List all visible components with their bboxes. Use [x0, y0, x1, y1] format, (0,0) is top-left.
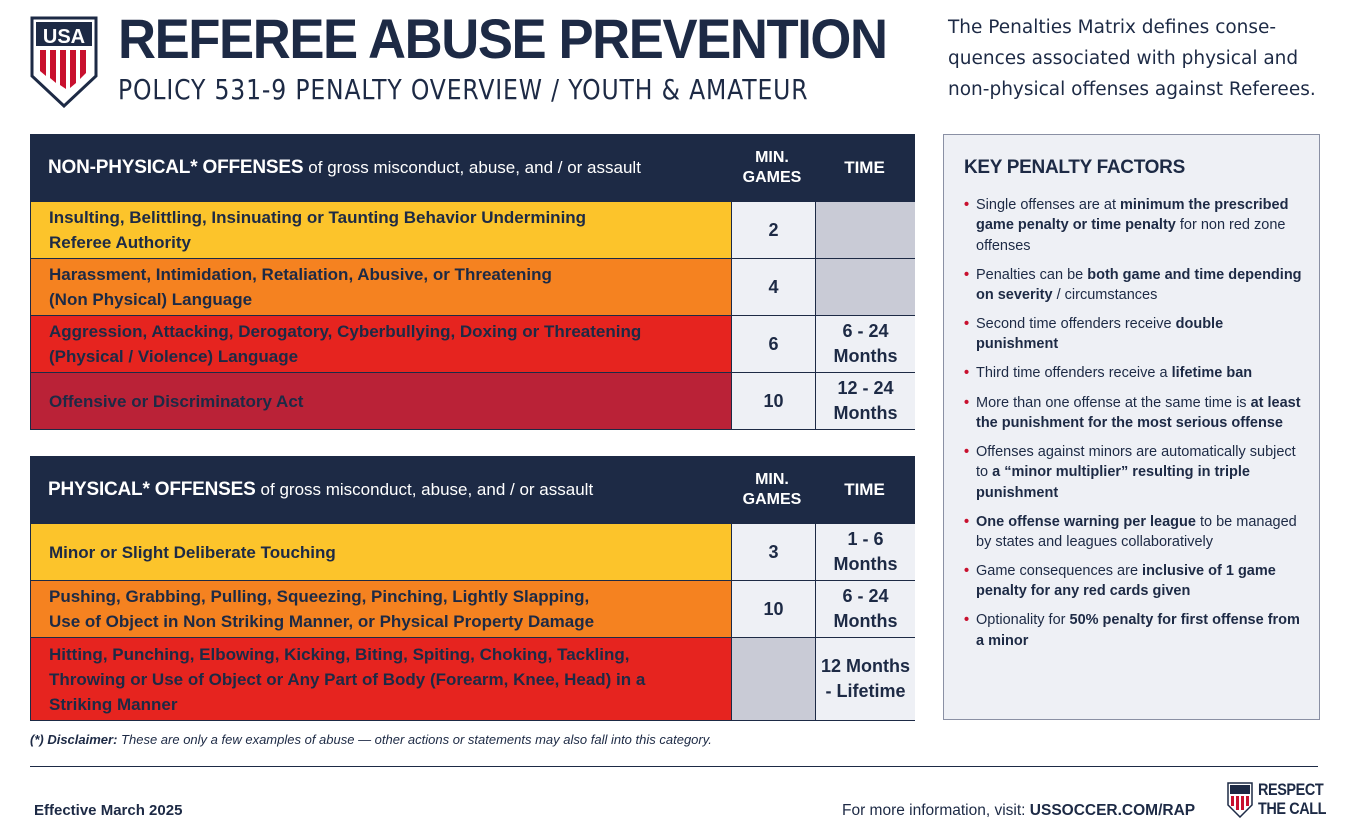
time-cell: 12 - 24 Months: [815, 373, 915, 429]
time-cell: [815, 202, 915, 258]
list-item: [964, 442, 1305, 503]
us-soccer-small-crest-icon: [1227, 782, 1253, 818]
table-header: [30, 456, 915, 524]
offense-label: Insulting, Belittling, Insinuating or Taunting Behavior Undermining Referee Authority: [31, 202, 731, 258]
bullet-icon: •: [964, 513, 970, 530]
offense-label: Hitting, Punching, Elbowing, Kicking, Biting, Spiting, Choking, Tackling, Throwing or Use of Object or Any Part of Body (Forearm, Knee, Head) in a Striking Manner: [31, 638, 731, 720]
table-row: [30, 524, 915, 581]
list-item: [964, 393, 1305, 434]
table-row: [30, 638, 915, 721]
factor-text: to be managed by states and leagues collaboratively: [976, 513, 1297, 550]
table-title: [48, 134, 641, 202]
min-games-cell: 3: [731, 524, 815, 580]
non-physical-offenses-table: [30, 134, 915, 430]
offense-label: Aggression, Attacking, Derogatory, Cyberbullying, Doxing or Threatening (Physical / Violence) Language: [31, 316, 731, 372]
min-games-cell: 2: [731, 202, 815, 258]
table-title: [48, 456, 593, 524]
offense-label: Pushing, Grabbing, Pulling, Squeezing, Pinching, Lightly Slapping, Use of Object in Non Striking Manner, or Physical Property Damage: [31, 581, 731, 637]
table-row: [30, 373, 915, 430]
disclaimer-text: These are only a few examples of abuse — other actions or statements may also fall into this category.: [121, 732, 712, 747]
disclaimer-label: (*) Disclaimer:: [30, 732, 118, 747]
key-factors-list: [964, 195, 1305, 651]
bullet-icon: •: [964, 197, 970, 213]
list-item: [964, 561, 1305, 602]
bullet-icon: •: [964, 563, 970, 580]
factor-text: Third time offenders receive a: [976, 365, 1172, 382]
divider: [30, 766, 1318, 767]
min-games-cell: 4: [731, 259, 815, 315]
time-cell: 6 - 24 Months: [815, 316, 915, 372]
factor-emphasis: double punishment: [976, 316, 1224, 353]
factor-emphasis: both game and time depending on severity: [976, 266, 1302, 303]
page-title: REFEREE ABUSE PREVENTION: [118, 7, 887, 70]
factor-emphasis: lifetime ban: [1171, 365, 1253, 382]
table-title-rest: of gross misconduct, abuse, and / or assault: [308, 158, 641, 177]
bullet-icon: •: [964, 612, 970, 629]
respect-the-call-logo: RESPECT THE CALL: [1258, 780, 1327, 818]
min-games-cell: [731, 638, 815, 720]
key-factors-title: KEY PENALTY FACTORS: [964, 157, 1185, 178]
factor-text: for non red zone offenses: [976, 217, 1286, 254]
more-info-url[interactable]: USSOCCER.COM/RAP: [1029, 802, 1196, 819]
column-header-min-games: MIN. GAMES: [742, 149, 802, 186]
factor-emphasis: One offense warning per league: [976, 513, 1196, 530]
time-cell: 1 - 6 Months: [815, 524, 915, 580]
list-item: [964, 610, 1305, 651]
bullet-icon: •: [964, 365, 970, 382]
table-row: [30, 259, 915, 316]
effective-date: Effective March 2025: [34, 802, 183, 819]
bullet-icon: •: [964, 394, 970, 411]
table-row: [30, 581, 915, 638]
offense-label: Minor or Slight Deliberate Touching: [31, 524, 731, 580]
min-games-cell: 10: [731, 373, 815, 429]
factor-text: More than one offense at the same time is: [976, 394, 1251, 411]
offense-label: Harassment, Intimidation, Retaliation, Abusive, or Threatening (Non Physical) Language: [31, 259, 731, 315]
min-games-cell: 10: [731, 581, 815, 637]
list-item: [964, 314, 1305, 355]
table-title-bold: NON-PHYSICAL* OFFENSES: [48, 157, 304, 178]
list-item: [964, 265, 1305, 306]
factor-text: Second time offenders receive: [976, 316, 1176, 333]
factor-emphasis: 50% penalty for first offense from a minor: [976, 612, 1300, 649]
key-penalty-factors-box: [943, 134, 1320, 720]
column-header-time: TIME: [844, 480, 885, 499]
time-cell: 12 Months - Lifetime: [815, 638, 915, 720]
table-title-bold: PHYSICAL* OFFENSES: [48, 479, 256, 500]
time-cell: [815, 259, 915, 315]
offense-label: Offensive or Discriminatory Act: [31, 373, 731, 429]
bullet-icon: •: [964, 443, 970, 460]
time-cell: 6 - 24 Months: [815, 581, 915, 637]
us-soccer-crest-icon: [30, 16, 98, 108]
more-info-label: For more information, visit:: [842, 802, 1026, 819]
factor-text: Single offenses are at: [976, 197, 1121, 213]
column-header-min-games: MIN. GAMES: [742, 471, 802, 508]
disclaimer: [30, 732, 712, 747]
list-item: [964, 512, 1305, 553]
bullet-icon: •: [964, 316, 970, 333]
table-row: [30, 202, 915, 259]
factor-text: Penalties can be: [976, 266, 1088, 283]
page-subtitle: POLICY 531-9 PENALTY OVERVIEW / YOUTH & AMATEUR: [118, 73, 809, 106]
crest-text: USA: [42, 26, 86, 48]
intro-text: The Penalties Matrix defines conse-quences associated with physical and non-physical offenses against Referees.: [948, 17, 1316, 100]
factor-emphasis: at least the punishment for the most serious offense: [976, 394, 1301, 431]
factor-text: Offenses against minors are automatically subject to: [976, 443, 1296, 481]
more-info: [842, 802, 1195, 820]
physical-offenses-table: [30, 456, 915, 721]
factor-text: / circumstances: [1052, 286, 1158, 303]
factor-emphasis: inclusive of 1 game penalty for any red cards given: [976, 563, 1276, 600]
column-header-time: TIME: [844, 158, 885, 177]
list-item: [964, 363, 1305, 383]
factor-text: Game consequences are: [976, 563, 1143, 580]
factor-emphasis: a “minor multiplier” resulting in triple punishment: [976, 464, 1250, 501]
table-header: [30, 134, 915, 202]
factor-emphasis: minimum the prescribed game penalty or time penalty: [976, 197, 1289, 234]
table-title-rest: of gross misconduct, abuse, and / or assault: [260, 480, 594, 499]
min-games-cell: 6: [731, 316, 815, 372]
table-row: [30, 316, 915, 373]
bullet-icon: •: [964, 266, 970, 283]
list-item: [964, 195, 1305, 256]
factor-text: Optionality for: [976, 612, 1070, 629]
